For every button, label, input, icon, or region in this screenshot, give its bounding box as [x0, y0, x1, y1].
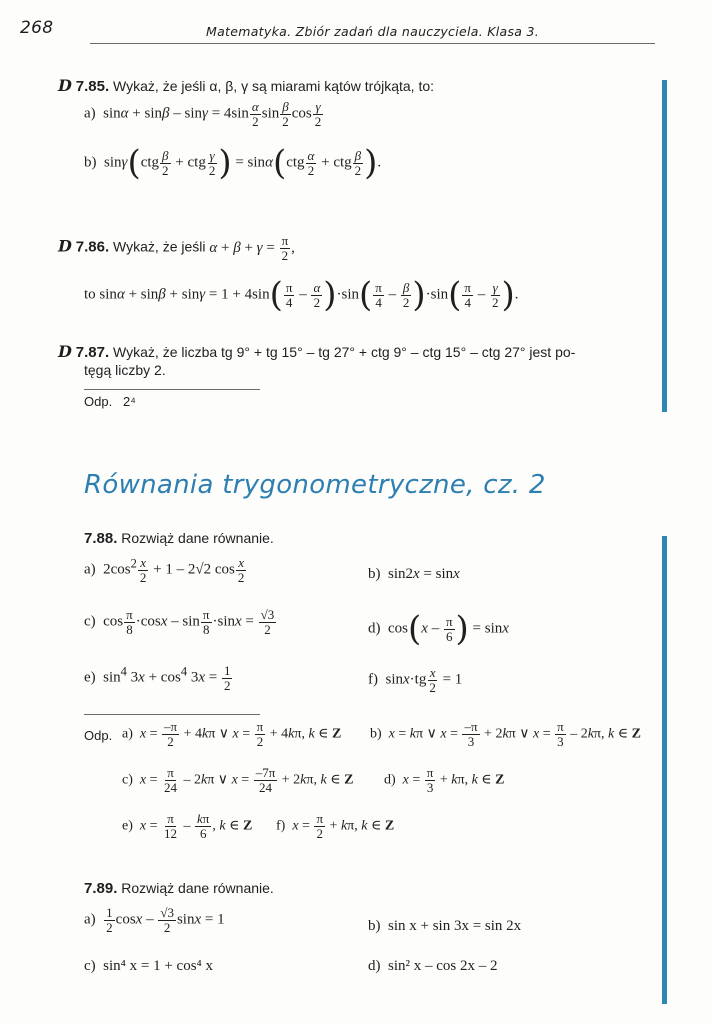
formula-7-85-a: a) sinα + sinβ – sinγ = 4sin $\frac{\alpha}{2}$ sin $\frac{\beta}{2}$ cos $\frac{\gamma}{2}$: [84, 99, 322, 129]
problem-text: Wykaż, że liczba tg 9° + tg 15° – tg 27° + ctg 9° – ctg 15° – ctg 27° jest po-: [113, 344, 576, 360]
answer-7-88-a: a) x = $\frac{-\pi}{2}$ + 4kπ ∨ x = $\frac{\pi}{2}$ + 4kπ, k ∈ Z: [122, 719, 342, 749]
problem-number: 7.88.: [84, 530, 118, 547]
running-title: Matematyka. Zbiór zadań dla nauczyciela. Klasa 3.: [206, 24, 540, 39]
problem-number: 7.85.: [75, 78, 110, 95]
problem-text: Rozwiąż dane równanie.: [121, 880, 274, 896]
answer-7-88-c: c) x = $\frac{\pi}{24}$ – 2kπ ∨ x = $\frac{-7\pi}{24}$ + 2kπ, k ∈ Z: [122, 765, 354, 795]
problem-7-88: [84, 530, 274, 547]
eq-7-88-e: e) $\sin^4 3x + \cos^4 3x$ = $\frac{1}{2}$: [84, 663, 231, 693]
answer-7-88-f: f) x = $\frac{\pi}{2}$ + kπ, k ∈ Z: [276, 811, 395, 841]
difficulty-marker: D: [58, 236, 72, 256]
eq-text: sin x + sin 3x = sin 2x: [388, 918, 522, 934]
problem-7-87-line2: tęgą liczby 2.: [84, 362, 166, 378]
answer-rule: [84, 714, 260, 715]
problem-text: Rozwiąż dane równanie.: [121, 530, 274, 546]
formula-7-85-b: b) sinγ(ctg $\frac{\beta}{2}$ + ctg $\frac{\gamma}{2}$ ) = sinα(ctg $\frac{\alpha}{2}$ + ctg $\frac{\beta}{2}$ ).: [84, 143, 382, 183]
problem-number: 7.86.: [75, 238, 110, 256]
continuation-word: to: [84, 286, 96, 303]
eq-7-88-b: b) sin2x = sinx: [368, 566, 460, 582]
problem-7-89: [84, 880, 274, 897]
eq-7-88-f: f) sinx·tg $\frac{x}{2}$ = 1: [368, 665, 463, 695]
problem-number: 7.87.: [75, 344, 110, 361]
eq-text: sin² x – cos 2x – 2: [388, 958, 498, 974]
page-number: 268: [20, 18, 54, 38]
answer-value: 2⁴: [123, 394, 136, 409]
formula-7-86: to sinα + sinβ + sinγ = 1 + 4sin( $\frac{\pi}{4}$ – $\frac{\alpha}{2}$ )·sin( $\frac{\pi}{4}$ – $\frac{\beta}{2}$ )·sin( $\frac{\pi}{4}$ – $\frac{\gamma}{2}$ ).: [84, 275, 519, 315]
problem-7-86: D 7.86. Wykaż, że jeśli α + β + γ = $\frac{\pi}{2}$ ,: [58, 233, 295, 263]
header-rule: [90, 43, 655, 44]
answer-label-7-88: Odp.: [84, 728, 113, 743]
problem-text: Wykaż, że jeśli α, β, γ są miarami kątów trójkąta, to:: [113, 78, 435, 94]
answer-7-88-e: e) x = $\frac{\pi}{12}$ – $\frac{k\pi}{6}$ , k ∈ Z: [122, 811, 253, 841]
difficulty-marker: D: [58, 342, 72, 361]
answer-7-88-d: d) x = $\frac{\pi}{3}$ + kπ, k ∈ Z: [384, 765, 505, 795]
eq-text: sin⁴ x = 1 + cos⁴ x: [103, 958, 214, 974]
margin-bar-top: [662, 80, 667, 412]
answer-rule: [84, 389, 260, 390]
section-title: Równania trygonometryczne, cz. 2: [84, 470, 546, 500]
eq-7-89-c: c) sin⁴ x = 1 + cos⁴ x: [84, 958, 214, 974]
problem-text: Wykaż, że jeśli: [113, 238, 206, 255]
eq-7-88-c: c) cos $\frac{\pi}{8}$ ·cosx – sin $\frac{\pi}{8}$ ·sinx = $\frac{√3}{2}$: [84, 607, 275, 637]
item-label: a): [84, 105, 96, 122]
answer-7-88-b: b) x = kπ ∨ x = $\frac{-\pi}{3}$ + 2kπ ∨ x = $\frac{\pi}{3}$ – 2kπ, k ∈ Z: [370, 719, 641, 749]
difficulty-marker: D: [58, 76, 72, 95]
eq-7-89-d: d) sin² x – cos 2x – 2: [368, 958, 498, 974]
item-label: b): [84, 154, 97, 171]
answer-label: Odp.: [84, 394, 113, 409]
eq-7-88-d: d) cos(x – $\frac{\pi}{6}$ ) = sinx: [368, 609, 509, 649]
eq-7-89-a: a) $\frac{1}{2}$ cosx – $\frac{√3}{2}$ sinx = 1: [84, 905, 225, 935]
answer-7-87: [84, 394, 136, 409]
eq-7-89-b: b) sin x + sin 3x = sin 2x: [368, 918, 522, 934]
problem-7-87: [58, 342, 656, 362]
margin-bar-bottom: [662, 536, 667, 1004]
problem-7-85: [58, 76, 434, 95]
problem-number: 7.89.: [84, 880, 118, 897]
eq-7-88-a: a) $2\cos^2$ $\frac{x}{2}$ + 1 – 2√2 cos $\frac{x}{2}$: [84, 555, 245, 585]
